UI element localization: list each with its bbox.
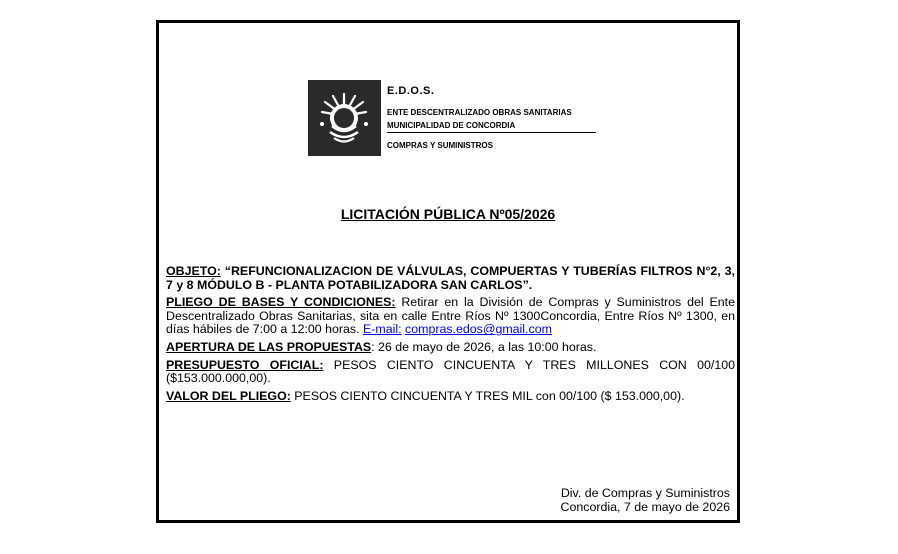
department-name: COMPRAS Y SUMINISTROS — [387, 141, 493, 150]
apertura-text: : 26 de mayo de 2026, a las 10:00 horas. — [371, 339, 597, 354]
email-label: E-mail: — [363, 322, 402, 337]
valor-text: PESOS CIENTO CINCUENTA Y TRES MIL con 00/100 ($ 153.000,00). — [290, 388, 685, 403]
notice-frame — [156, 20, 740, 523]
org-name: ENTE DESCENTRALIZADO OBRAS SANITARIAS — [387, 108, 572, 117]
notice-title: LICITACIÓN PÚBLICA Nº05/2026 — [340, 206, 556, 222]
org-acronym: E.D.O.S. — [387, 85, 435, 97]
signature-division: Div. de Compras y Suministros — [560, 486, 730, 500]
valor-paragraph — [166, 390, 735, 404]
apertura-paragraph — [166, 341, 735, 355]
objeto-text: “REFUNCIONALIZACION DE VÁLVULAS, COMPUERTAS Y TUBERÍAS FILTROS N°2, 3, 7 y 8 MÓDULO B - PLANTA POTABILIZADORA SAN CARLOS”. — [166, 264, 735, 292]
signature-block — [561, 486, 730, 514]
pliego-label: PLIEGO DE BASES Y CONDICIONES: — [166, 295, 396, 310]
presupuesto-text: PESOS CIENTO CINCUENTA Y TRES MILLONES CON 00/100 ($153.000.000,00). — [166, 357, 735, 386]
presupuesto-label: PRESUPUESTO OFICIAL: — [166, 357, 324, 372]
signature-date: Concordia, 7 de mayo de 2026 — [560, 500, 730, 514]
valor-label: VALOR DEL PLIEGO: — [166, 388, 291, 403]
pliego-paragraph — [166, 296, 735, 337]
apertura-label: APERTURA DE LAS PROPUESTAS — [166, 339, 372, 354]
sun-emblem-icon — [308, 80, 381, 156]
letterhead — [308, 80, 598, 160]
pliego-text: Retirar en la División de Compras y Suministros del Ente Descentralizado Obras Sanitarias, sita en calle Entre Ríos Nº 1300Concordia, Entre Ríos Nº 1300, en días hábiles de 7:00 a 12:00 horas. — [166, 295, 735, 337]
objeto-label: OBJETO: — [166, 264, 221, 278]
email-link[interactable]: compras.edos@gmail.com — [405, 322, 552, 337]
presupuesto-paragraph — [166, 359, 735, 386]
letterhead-divider — [387, 132, 596, 133]
objeto-paragraph — [166, 265, 735, 292]
municipality-name: MUNICIPALIDAD DE CONCORDIA — [387, 121, 516, 130]
notice-body — [166, 265, 735, 407]
